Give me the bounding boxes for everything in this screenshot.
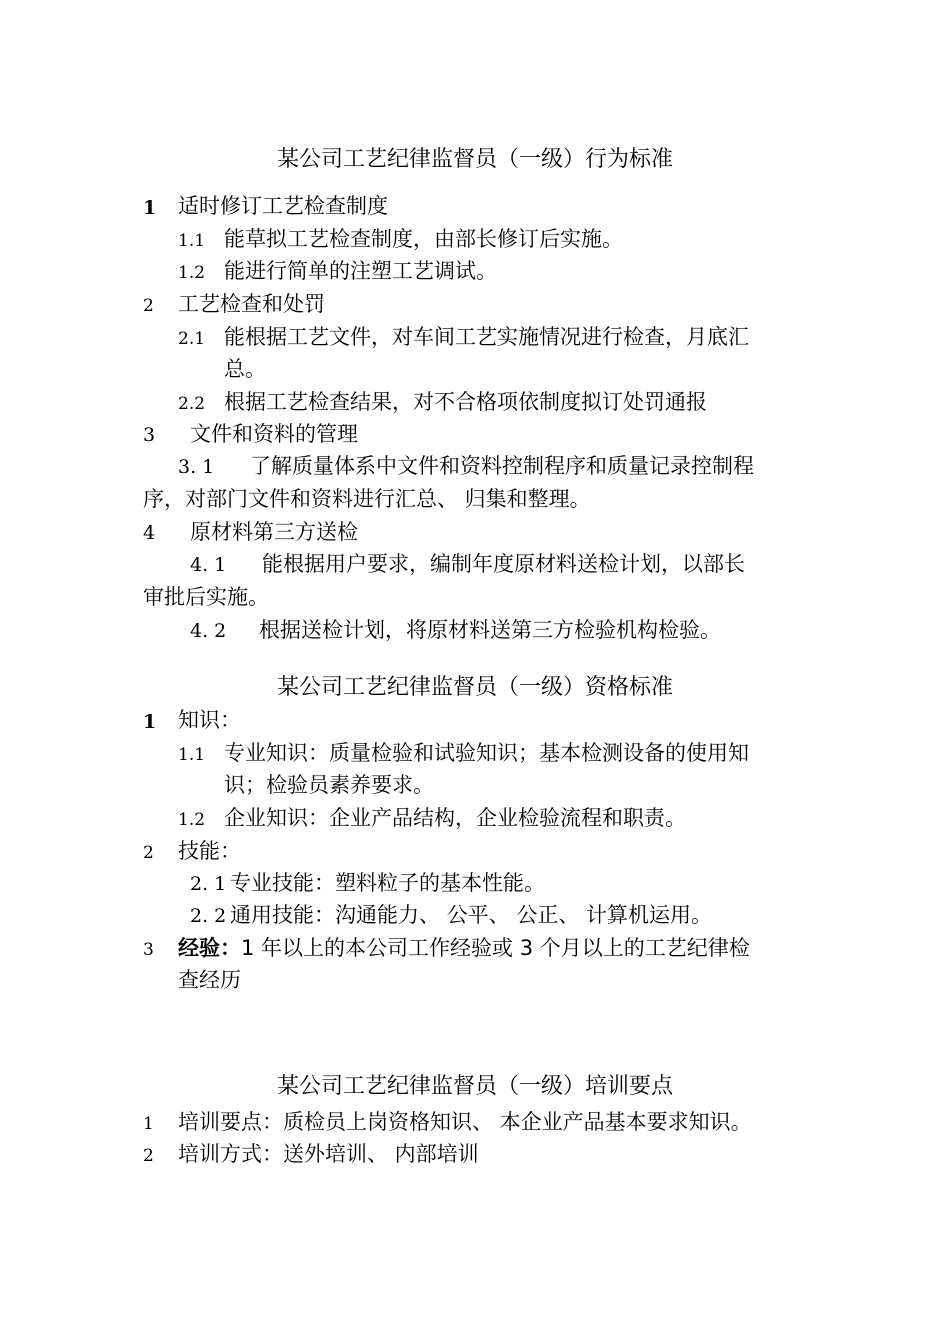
item-number: 1 [143, 1114, 154, 1134]
item-text: 总。 [224, 357, 266, 381]
item-text: 查经历 [178, 968, 241, 992]
item-number: 3 [143, 940, 154, 960]
item-text: 专业技能：塑料粒子的基本性能。 [230, 871, 545, 895]
item-heading: 适时修订工艺检查制度 [178, 194, 388, 218]
section-title: 某公司工艺纪律监督员（一级）培训要点 [276, 1074, 673, 1099]
item-heading: 文件和资料的管理 [190, 422, 358, 446]
item-text: 识；检验员素养要求。 [224, 773, 434, 797]
item-number: 1.2 [178, 263, 206, 283]
item-heading: 工艺检查和处罚 [178, 292, 325, 316]
item-number: 2. 2 [190, 905, 227, 927]
item-number: 2.1 [178, 329, 206, 349]
item-number: 1.1 [178, 231, 206, 251]
item-heading: 知识： [178, 708, 241, 732]
item-number: 2 [143, 296, 154, 316]
item-text: 能草拟工艺检查制度，由部长修订后实施。 [224, 227, 623, 251]
item-text: 通用技能：沟通能力、 公平、 公正、 计算机运用。 [230, 903, 713, 927]
item-text: 根据送检计划，将原材料送第三方检验机构检验。 [259, 618, 721, 642]
item-heading: 原材料第三方送检 [190, 520, 358, 544]
item-text: 能根据用户要求，编制年度原材料送检计划，以部长 [262, 552, 745, 576]
item-heading: 技能： [178, 839, 241, 863]
item-number: 4 [143, 522, 156, 544]
item-number: 1.1 [178, 745, 206, 765]
item-number: 1 [143, 197, 157, 219]
section-title: 某公司工艺纪律监督员（一级）行为标准 [276, 147, 673, 172]
item-number: 1.2 [178, 810, 206, 830]
item-text-line [178, 934, 750, 962]
item-number: 3 [143, 424, 156, 446]
item-text: 企业知识：企业产品结构，企业检验流程和职责。 [224, 806, 686, 830]
item-text: 根据工艺检查结果，对不合格项依制度拟订处罚通报 [224, 390, 707, 414]
item-text: 审批后实施。 [143, 585, 269, 609]
item-text: 能进行简单的注塑工艺调试。 [224, 259, 497, 283]
item-number: 2. 1 [190, 873, 227, 895]
item-number: 4. 1 [190, 554, 227, 576]
item-label: 经验： [178, 936, 241, 960]
item-text: 1 年以上的本公司工作经验或 3 个月以上的工艺纪律检 [241, 936, 750, 960]
item-number: 4. 2 [190, 620, 227, 642]
item-text: 培训方式：送外培训、 内部培训 [178, 1142, 479, 1166]
section-title: 某公司工艺纪律监督员（一级）资格标准 [276, 675, 673, 700]
item-number: 2.2 [178, 394, 206, 414]
item-text: 专业知识：质量检验和试验知识；基本检测设备的使用知 [224, 741, 749, 765]
item-number: 3. 1 [178, 456, 215, 478]
item-number: 1 [143, 711, 157, 733]
item-text: 能根据工艺文件，对车间工艺实施情况进行检查，月底汇 [224, 325, 749, 349]
item-text: 序，对部门文件和资料进行汇总、 归集和整理。 [143, 487, 591, 511]
item-text: 培训要点：质检员上岗资格知识、 本企业产品基本要求知识。 [178, 1110, 752, 1134]
item-text: 了解质量体系中文件和资料控制程序和质量记录控制程 [250, 454, 754, 478]
item-number: 2 [143, 1146, 154, 1166]
item-number: 2 [143, 843, 154, 863]
